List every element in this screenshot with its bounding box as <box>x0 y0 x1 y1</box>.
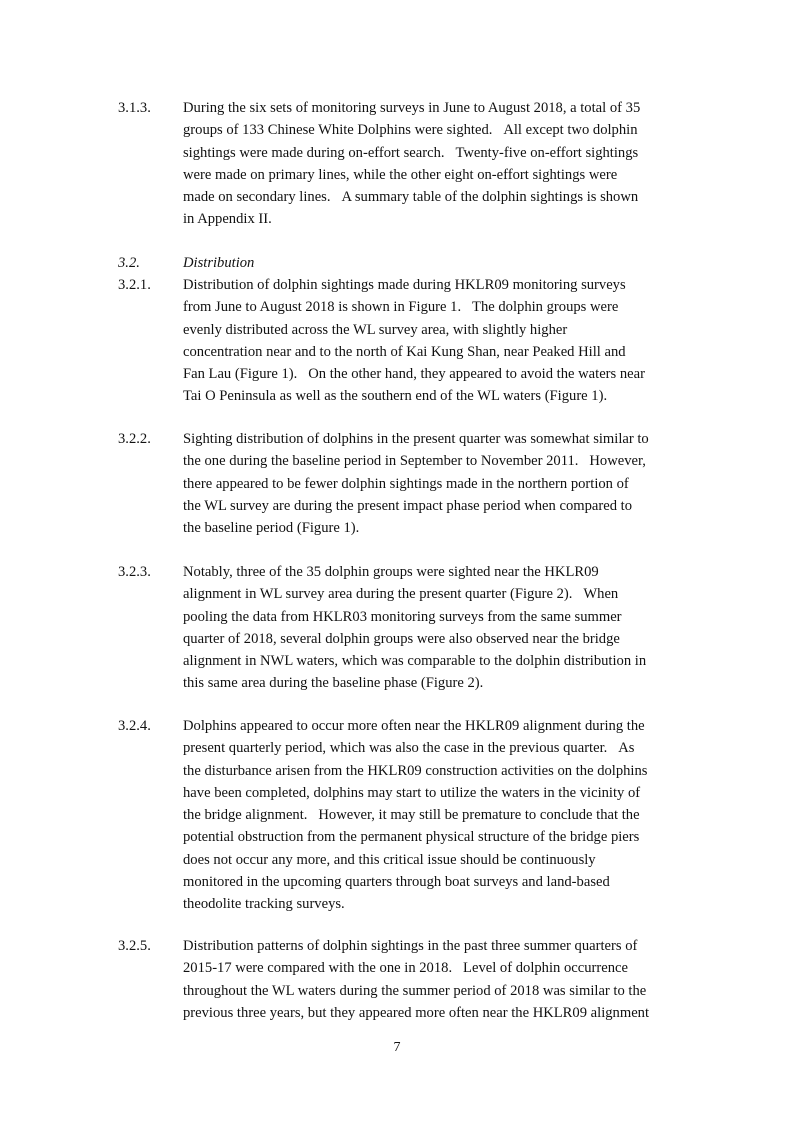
paragraph-number: 3.2.4. <box>118 718 151 734</box>
text-line: made on secondary lines. A summary table of the dolphin sightings is shown <box>183 189 639 206</box>
page-number: 7 <box>393 1040 401 1055</box>
text-line: potential obstruction from the permanent physical structure of the bridge piers <box>183 829 640 846</box>
paragraph-number: 3.2.5. <box>118 938 151 954</box>
text-line: During the six sets of monitoring surveys in June to August 2018, a total of 35 <box>183 100 641 116</box>
text-line: in Appendix II. <box>183 211 272 228</box>
text-line: sightings were made during on-effort search. Twenty-five on-effort sightings <box>183 144 639 161</box>
text-line: the one during the baseline period in September to November 2011. However, <box>183 453 646 470</box>
text-line: throughout the WL waters during the summer period of 2018 was similar to the <box>183 982 647 999</box>
text-line: pooling the data from HKLR03 monitoring surveys from the same summer <box>183 608 622 625</box>
text-line: monitored in the upcoming quarters through boat surveys and land-based <box>183 874 610 891</box>
text-line: have been completed, dolphins may start to utilize the waters in the vicinity of <box>183 784 641 801</box>
text-line: Distribution patterns of dolphin sightings in the past three summer quarters of <box>183 938 638 954</box>
text-line: concentration near and to the north of Kai Kung Shan, near Peaked Hill and <box>183 343 626 360</box>
text-line: this same area during the baseline phase (Figure 2). <box>183 675 484 692</box>
paragraph-number: 3.2.3. <box>118 564 151 580</box>
paragraph-number: 3.1.3. <box>118 100 151 116</box>
paragraph-text <box>183 428 703 539</box>
text-line: the bridge alignment. However, it may still be premature to conclude that the <box>183 807 640 824</box>
text-line: evenly distributed across the WL survey area, with slightly higher <box>183 321 568 338</box>
text-line: alignment in WL survey area during the present quarter (Figure 2). When <box>183 586 619 603</box>
paragraph-text <box>183 97 703 231</box>
text-line: does not occur any more, and this critical issue should be continuously <box>183 851 596 868</box>
text-line: present quarterly period, which was also the case in the previous quarter. As <box>183 740 635 757</box>
paragraph-text <box>183 561 703 695</box>
text-line: Fan Lau (Figure 1). On the other hand, they appeared to avoid the waters near <box>183 366 645 383</box>
text-line: were made on primary lines, while the other eight on-effort sightings were <box>183 166 618 183</box>
text-line: groups of 133 Chinese White Dolphins were sighted. All except two dolphin <box>183 122 638 139</box>
text-line: previous three years, but they appeared more often near the HKLR09 alignment <box>183 1004 650 1021</box>
text-line: alignment in NWL waters, which was comparable to the dolphin distribution in <box>183 653 647 670</box>
section-number: 3.2. <box>118 255 140 271</box>
text-line: the WL survey are during the present impact phase period when compared to <box>183 497 633 514</box>
section-title: Distribution <box>183 255 255 271</box>
text-line: Tai O Peninsula as well as the southern end of the WL waters (Figure 1). <box>183 388 608 405</box>
text-line: Dolphins appeared to occur more often near the HKLR09 alignment during the <box>183 718 645 734</box>
text-line: there appeared to be fewer dolphin sightings made in the northern portion of <box>183 475 629 492</box>
text-line: from June to August 2018 is shown in Figure 1. The dolphin groups were <box>183 299 619 316</box>
text-line: 2015-17 were compared with the one in 2018. Level of dolphin occurrence <box>183 960 628 977</box>
text-line: Distribution of dolphin sightings made during HKLR09 monitoring surveys <box>183 277 626 293</box>
paragraph-text <box>183 274 703 408</box>
text-line: Notably, three of the 35 dolphin groups were sighted near the HKLR09 <box>183 564 599 580</box>
text-line: Sighting distribution of dolphins in the present quarter was somewhat similar to <box>183 431 649 447</box>
text-line: the baseline period (Figure 1). <box>183 520 360 537</box>
text-line: the disturbance arisen from the HKLR09 construction activities on the dolphins <box>183 762 648 779</box>
paragraph-text <box>183 935 703 1024</box>
paragraph-text <box>183 715 703 916</box>
text-line: quarter of 2018, several dolphin groups were also observed near the bridge <box>183 630 620 647</box>
text-line: theodolite tracking surveys. <box>183 896 345 913</box>
paragraph-number: 3.2.1. <box>118 277 151 293</box>
paragraph-number: 3.2.2. <box>118 431 151 447</box>
